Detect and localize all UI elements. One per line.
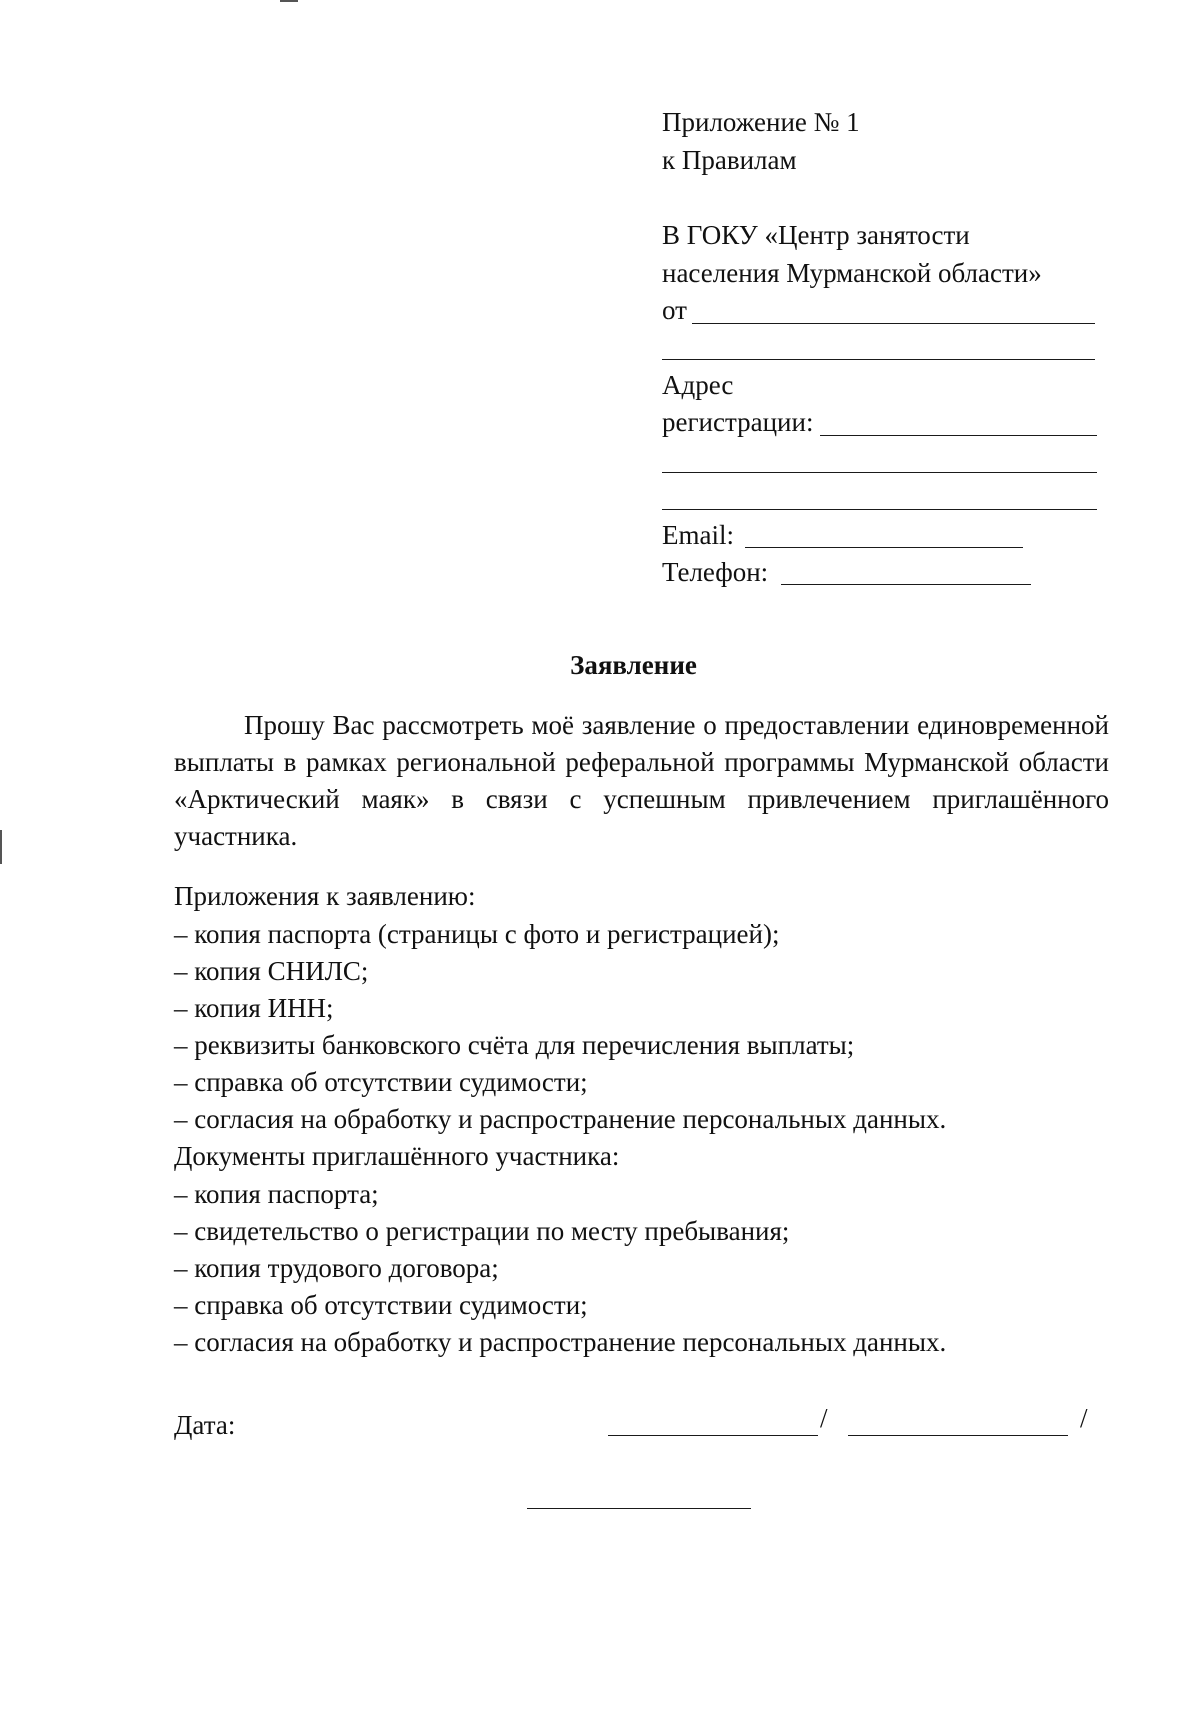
scan-mark-left [0, 830, 2, 864]
list-item: – копия СНИЛС; [174, 956, 369, 986]
bottom-line [527, 1508, 751, 1509]
list-item: – реквизиты банковского счёта для перечисления выплаты; [174, 1030, 855, 1060]
address-label-1: Адрес [662, 370, 734, 400]
list-item: – справка об отсутствии судимости; [174, 1067, 588, 1097]
scan-mark-top [280, 0, 298, 2]
list-item: – свидетельство о регистрации по месту пребывания; [174, 1216, 790, 1246]
document-title: Заявление [570, 650, 697, 680]
invitee-docs-heading: Документы приглашённого участника: [174, 1141, 620, 1171]
invitee-docs-list [174, 1176, 946, 1361]
attachments-list [174, 916, 946, 1138]
address-label-2: регистрации: [662, 407, 814, 437]
address-field-line-3[interactable] [662, 509, 1097, 510]
phone-label: Телефон: [662, 557, 769, 587]
address-field-line-1[interactable] [820, 435, 1097, 436]
name-field-line[interactable] [848, 1435, 1068, 1436]
email-field-line[interactable] [745, 547, 1023, 548]
list-item: – копия трудового договора; [174, 1253, 499, 1283]
name-slash: / [1080, 1403, 1088, 1433]
list-item: – копия ИНН; [174, 993, 334, 1023]
from-field-line-2[interactable] [662, 359, 1095, 360]
list-item: – справка об отсутствии судимости; [174, 1290, 588, 1320]
date-label: Дата: [174, 1410, 236, 1440]
recipient-line-2: населения Мурманской области» [662, 258, 1042, 288]
appendix-to-rules: к Правилам [662, 145, 797, 175]
list-item: – согласия на обработку и распространение персональных данных. [174, 1327, 947, 1357]
address-field-line-2[interactable] [662, 472, 1097, 473]
appendix-number: Приложение № 1 [662, 107, 860, 137]
list-item: – копия паспорта; [174, 1179, 379, 1209]
list-item: – согласия на обработку и распространение персональных данных. [174, 1104, 947, 1134]
recipient-line-1: В ГОКУ «Центр занятости [662, 220, 970, 250]
from-field-line-1[interactable] [692, 323, 1095, 324]
from-label: от [662, 295, 687, 325]
email-label: Email: [662, 520, 734, 550]
application-body: Прошу Вас рассмотреть моё заявление о предоставлении единовременной выплаты в рамках региональной реферальной программы Мурманской области «Арктический маяк» в связи с успешным привлечением приглашённого участника. [174, 710, 1109, 851]
phone-field-line[interactable] [781, 584, 1031, 585]
signature-slash: / [820, 1403, 828, 1433]
attachments-heading: Приложения к заявлению: [174, 881, 476, 911]
list-item: – копия паспорта (страницы с фото и регистрацией); [174, 919, 780, 949]
signature-field-line[interactable] [608, 1435, 818, 1436]
